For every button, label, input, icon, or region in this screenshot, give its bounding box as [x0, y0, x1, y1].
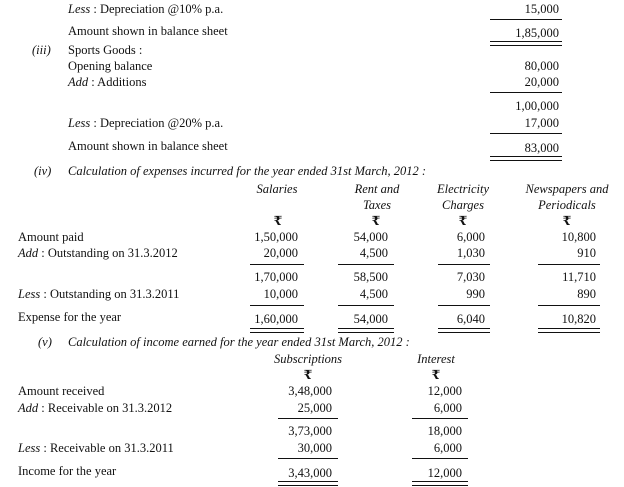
rule — [490, 92, 562, 93]
cell-value: 3,48,000 — [288, 384, 332, 398]
cell-value: 12,000 — [427, 466, 462, 480]
cell-value: 30,000 — [297, 441, 332, 455]
opening-balance-value: 80,000 — [524, 59, 559, 73]
amount-paid-label: Amount paid — [18, 230, 84, 244]
cell-value: 1,030 — [456, 246, 485, 260]
section-v-title: Calculation of income earned for the year ended 31st March, 2012 : — [68, 335, 410, 349]
rule — [490, 19, 562, 20]
rule — [438, 264, 490, 265]
col-interest-header: Interest — [417, 352, 455, 366]
rupee-icon: ₹ — [303, 368, 313, 382]
double-rule — [278, 481, 338, 486]
cell-value: 12,000 — [427, 384, 462, 398]
less-outstanding-2011-label: Less : Outstanding on 31.3.2011 — [18, 287, 180, 301]
less-depreciation-10-label: Less : Depreciation @10% p.a. — [68, 2, 224, 16]
rule — [412, 418, 468, 419]
rule — [490, 133, 562, 134]
cell-value: 6,000 — [433, 441, 462, 455]
cell-value: 25,000 — [297, 401, 332, 415]
col-rent-header-2: Taxes — [362, 198, 391, 212]
expense-for-year-label: Expense for the year — [18, 310, 122, 324]
rule — [538, 264, 600, 265]
additions-value: 20,000 — [524, 75, 559, 89]
cell-value: 990 — [466, 287, 485, 301]
cell-value: 54,000 — [353, 230, 388, 244]
add-receivable-2012-label: Add : Receivable on 31.3.2012 — [18, 401, 173, 415]
section-v-number: (v) — [38, 335, 52, 349]
cell-value: 4,500 — [359, 287, 388, 301]
rule — [438, 305, 490, 306]
rule — [250, 264, 304, 265]
rupee-icon: ₹ — [458, 214, 468, 228]
rupee-icon: ₹ — [431, 368, 441, 382]
rule — [538, 305, 600, 306]
col-salaries-header: Salaries — [256, 182, 298, 196]
double-rule — [490, 41, 562, 46]
cell-value: 11,710 — [562, 270, 596, 284]
rupee-icon: ₹ — [273, 214, 283, 228]
less-receivable-2011-label: Less : Receivable on 31.3.2011 — [18, 441, 174, 455]
cell-value: 1,70,000 — [254, 270, 298, 284]
cell-value: 1,50,000 — [254, 230, 298, 244]
col-newspapers-header-2: Periodicals — [538, 198, 596, 212]
section-iii-number: (iii) — [32, 43, 51, 57]
rule — [338, 264, 394, 265]
double-rule — [338, 328, 394, 333]
rule — [412, 458, 468, 459]
amount-balance-sheet-label-2: Amount shown in balance sheet — [68, 139, 228, 153]
col-electricity-header-1: Electricity — [436, 182, 490, 196]
cell-value: 54,000 — [353, 312, 388, 326]
add-outstanding-2012-label: Add : Outstanding on 31.3.2012 — [18, 246, 178, 260]
cell-value: 7,030 — [456, 270, 485, 284]
col-rent-header-1: Rent and — [354, 182, 400, 196]
double-rule — [538, 328, 600, 333]
cell-value: 910 — [577, 246, 596, 260]
amount-balance-sheet-value-1: 1,85,000 — [515, 26, 559, 40]
less-depreciation-20-label: Less : Depreciation @20% p.a. — [68, 116, 224, 130]
cell-value: 4,500 — [359, 246, 388, 260]
cell-value: 3,43,000 — [288, 466, 332, 480]
additions-label: Add : Additions — [68, 75, 147, 89]
opening-balance-label: Opening balance — [68, 59, 153, 73]
cell-value: 10,820 — [561, 312, 596, 326]
cell-value: 6,000 — [456, 230, 485, 244]
rule — [250, 305, 304, 306]
double-rule — [250, 328, 304, 333]
cell-value: 3,73,000 — [288, 424, 332, 438]
rule — [278, 458, 338, 459]
sports-goods-title: Sports Goods : — [68, 43, 143, 57]
rupee-icon: ₹ — [562, 214, 572, 228]
col-subscriptions-header: Subscriptions — [273, 352, 343, 366]
double-rule — [438, 328, 490, 333]
col-newspapers-header-1: Newspapers and — [525, 182, 609, 196]
cell-value: 890 — [577, 287, 596, 301]
cell-value: 1,60,000 — [254, 312, 298, 326]
amount-balance-sheet-value-2: 83,000 — [524, 141, 559, 155]
cell-value: 6,000 — [433, 401, 462, 415]
income-for-year-label: Income for the year — [18, 464, 117, 478]
section-iv-title: Calculation of expenses incurred for the year ended 31st March, 2012 : — [68, 164, 427, 178]
cell-value: 58,500 — [353, 270, 388, 284]
rule — [338, 305, 394, 306]
cell-value: 10,800 — [561, 230, 596, 244]
cell-value: 6,040 — [456, 312, 485, 326]
double-rule — [490, 156, 562, 161]
col-electricity-header-2: Charges — [442, 198, 484, 212]
amount-balance-sheet-label-1: Amount shown in balance sheet — [68, 24, 228, 38]
amount-received-label: Amount received — [18, 384, 105, 398]
section-iv-number: (iv) — [34, 164, 52, 178]
sports-subtotal-value: 1,00,000 — [515, 99, 559, 113]
cell-value: 10,000 — [263, 287, 298, 301]
cell-value: 18,000 — [427, 424, 462, 438]
rule — [278, 418, 338, 419]
rupee-icon: ₹ — [371, 214, 381, 228]
double-rule — [412, 481, 468, 486]
less-depreciation-10-value: 15,000 — [524, 2, 559, 16]
less-depreciation-20-value: 17,000 — [524, 116, 559, 130]
cell-value: 20,000 — [263, 246, 298, 260]
